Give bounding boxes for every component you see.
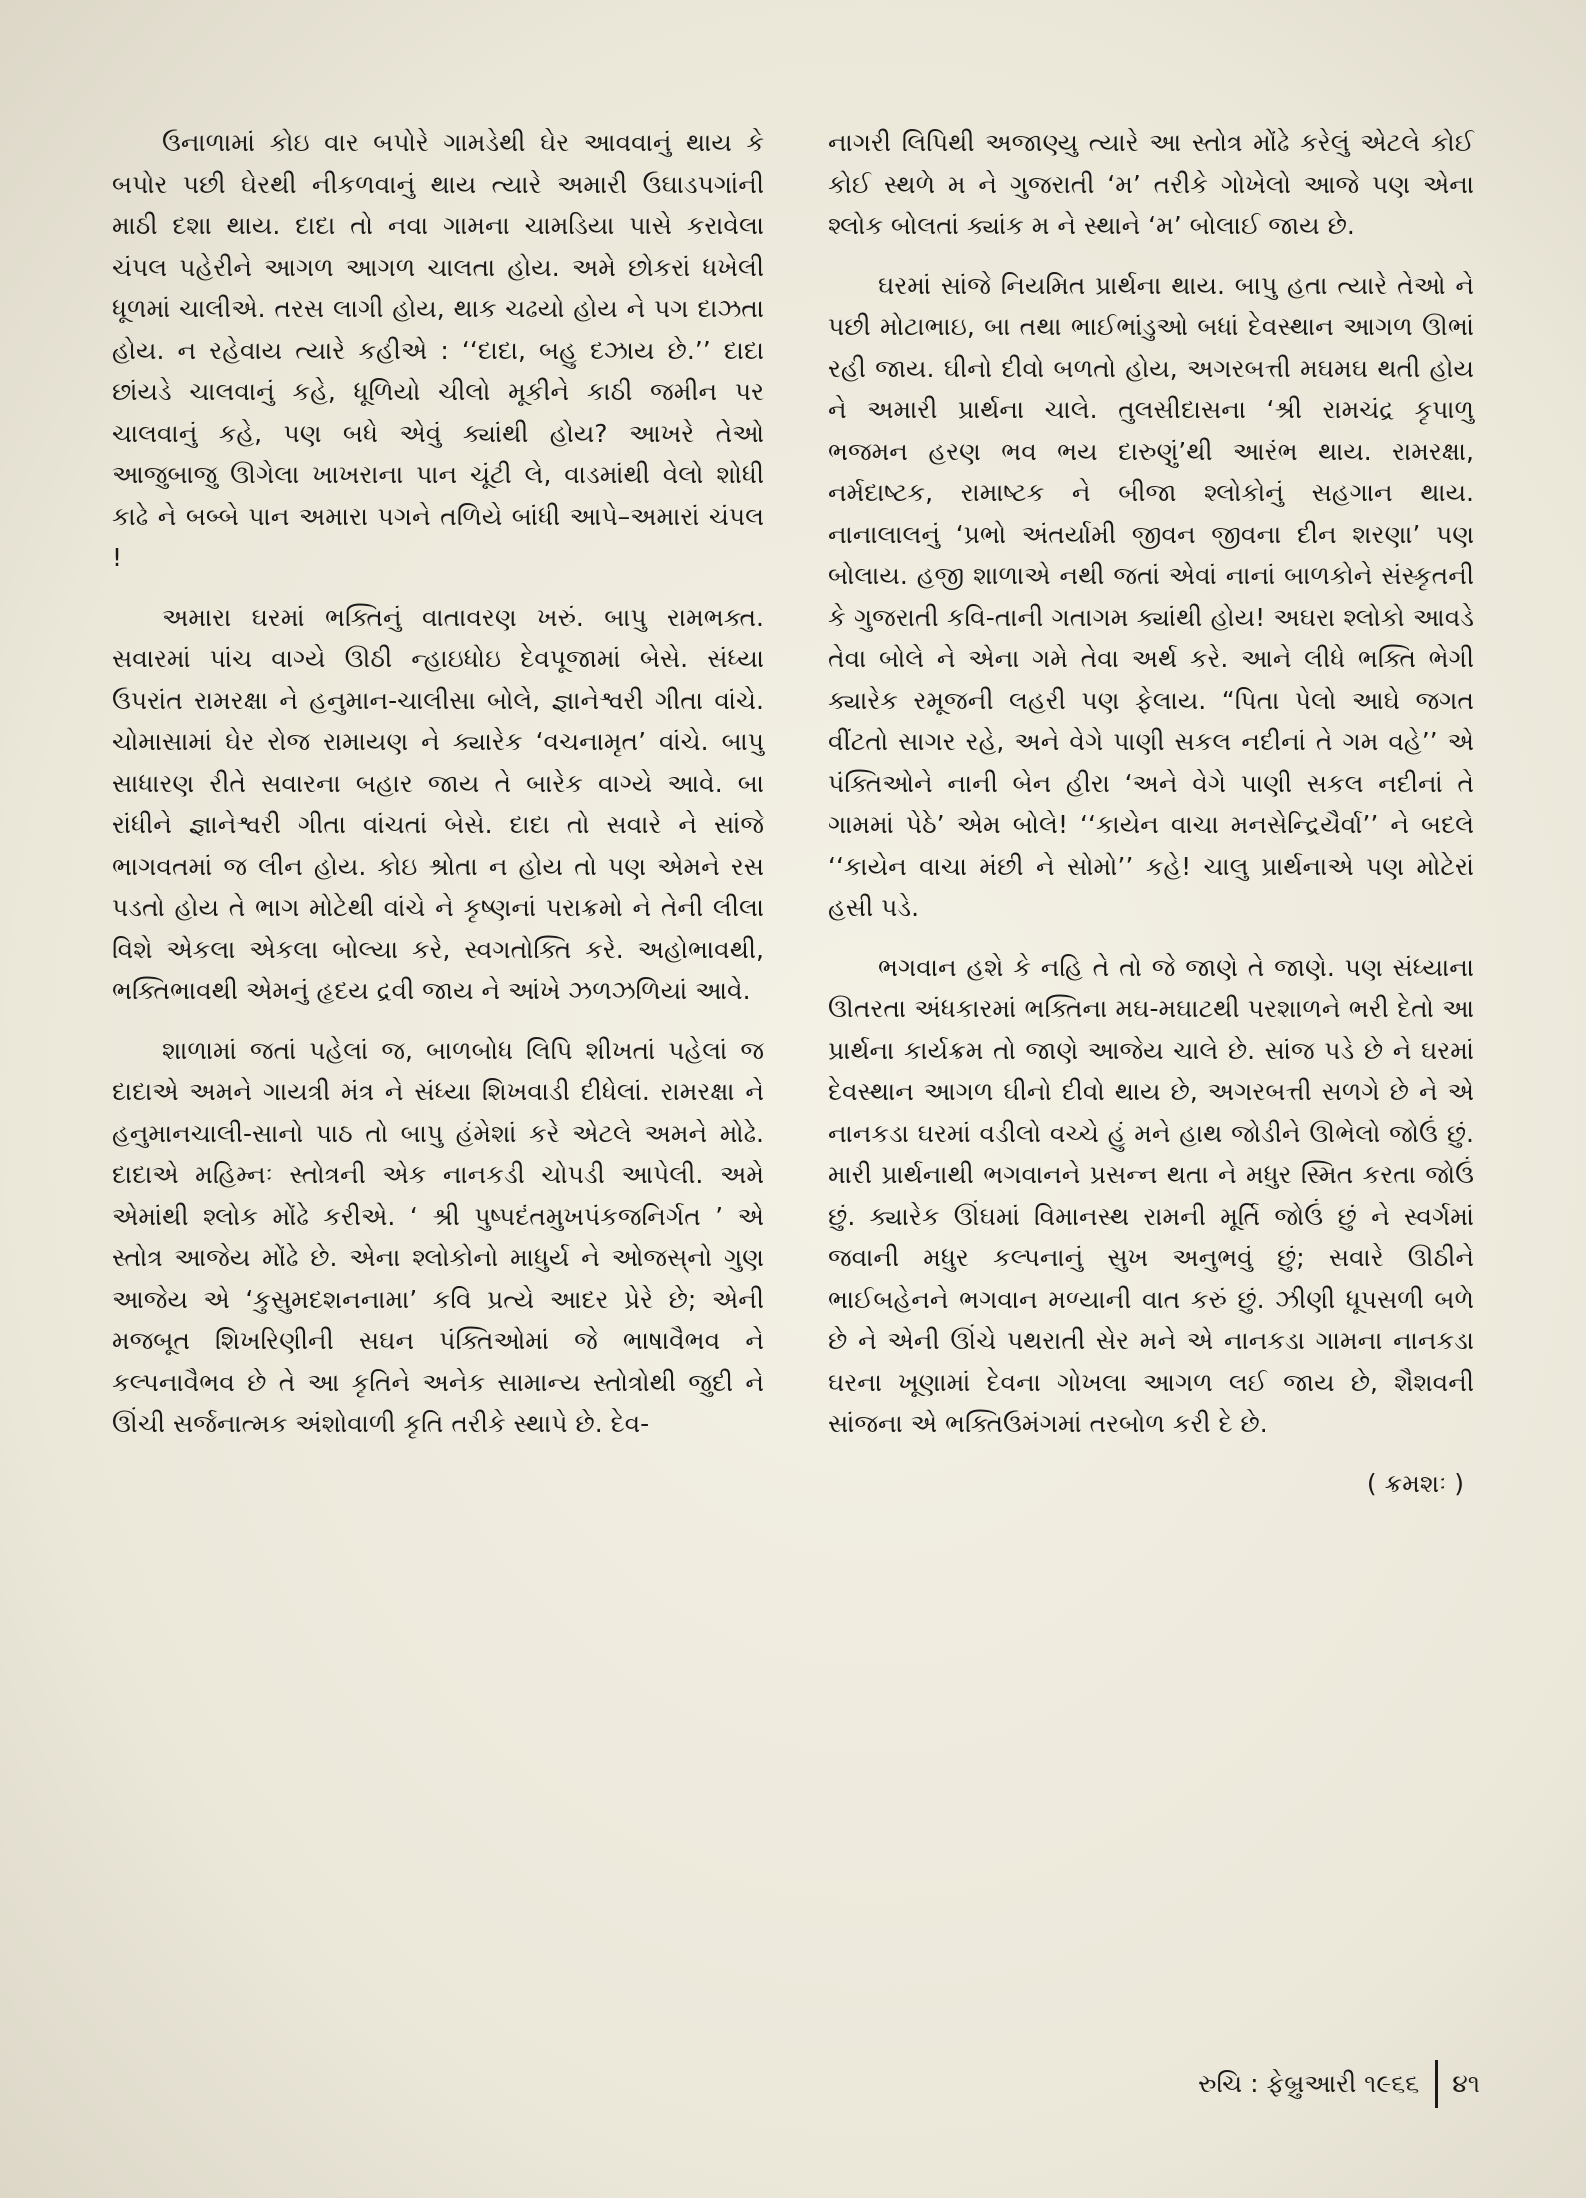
paragraph-god-memory: ભગવાન હશે કે નહિ તે તો જે જાણે તે જાણે. પણ સંધ્યાના ઊતરતા અંધકારમાં ભક્તિના મઘ-મઘાટથી પરશાળને ભરી દેતો આ પ્રાર્થના કાર્યક્રમ તો જાણે આજેય ચાલે છે. સાંજ પડે છે ને ઘરમાં દેવસ્થાન આગળ ઘીનો દીવો થાય છે, અગરબત્તી સળગે છે ને એ નાનકડા ઘરમાં વડીલો વચ્ચે હું મને હાથ જોડીને ઊભેલો જોઉં છું. મારી પ્રાર્થનાથી ભગવાનને પ્રસન્ન થતા ને મધુર સ્મિત કરતા જોઉં છું. ક્યારેક ઊંઘમાં વિમાનસ્થ રામની મૂર્તિ જોઉં છું ને સ્વર્ગમાં જવાની મધુર કલ્પનાનું સુખ અનુભવું છું; સવારે ઊઠીને ભાઈબહેનને ભગવાન મળ્યાની વાત કરું છું. ઝીણી ધૂપસળી બળે છે ને એની ઊંચે પથરાતી સેર મને એ નાનકડા ગામના નાનકડા ઘરના ખૂણામાં દેવના ગોખલા આગળ લઈ જાય છે, શૈશવની સાંજના એ ભક્તિઉમંગમાં તરબોળ કરી દે છે. [828,952,1474,1438]
paragraph-evening-prayer: ઘરમાં સાંજે નિયમિત પ્રાર્થના થાય. બાપુ હતા ત્યારે તેઓ ને પછી મોટાભાઇ, બા તથા ભાઈભાંડુઓ બધાં દેવસ્થાન આગળ ઊભાં રહી જાય. ઘીનો દીવો બળતો હોય, અગરબત્તી મઘમઘ થતી હોય ને અમારી પ્રાર્થના ચાલે. તુલસીદાસના ‘શ્રી રામચંદ્ર કૃપાળુ ભજમન હરણ ભવ ભય દારુણું’થી આરંભ થાય. રામરક્ષા, નર્મદાષ્ટક, રામાષ્ટક ને બીજા શ્લોકોનું સહગાન થાય. નાનાલાલનું ‘પ્રભો અંતર્યામી જીવન જીવના દીન શરણા’ પણ બોલાય. હજી શાળાએ નથી જતાં એવાં નાનાં બાળકોને સંસ્કૃતની કે ગુજરાતી કવિ-તાની ગતાગમ ક્યાંથી હોય! અઘરા શ્લોકો આવડે તેવા બોલે ને એના ગમે તેવા અર્થ કરે. આને લીધે ભક્તિ ભેગી ક્યારેક રમૂજની લહરી પણ ફેલાય. “પિતા પેલો આઘે જગત વીંટતો સાગર રહે, અને વેગે પાણી સકલ નદીનાં તે ગમ વહે’’ એ પંક્તિઓને નાની બેન હીરા ‘અને વેગે પાણી સકલ નદીનાં તે ગામમાં પેઠે’ એમ બોલે! ‘‘કાયેન વાચા મનસેન્દ્રિયૈર્વા’’ ને બદલે ‘‘કાયેન વાચા મંછી ને સોમો’’ કહે! ચાલુ પ્રાર્થનાએ પણ મોટેરાં હસી પડે. [828,270,1474,922]
paragraph-devotional-home: અમારા ઘરમાં ભક્તિનું વાતાવરણ ખરું. બાપુ રામભક્ત. સવારમાં પાંચ વાગ્યે ઊઠી ન્હાઇધોઇ દેવપૂજામાં બેસે. સંધ્યા ઉપરાંત રામરક્ષા ને હનુમાન-ચાલીસા બોલે, જ્ઞાનેશ્વરી ગીતા વાંચે. ચોમાસામાં ઘેર રોજ રામાયણ ને ક્યારેક ‘વચનામૃત’ વાંચે. બાપુ સાધારણ રીતે સવારના બહાર જાય તે બારેક વાગ્યે આવે. બા રાંધીને જ્ઞાનેશ્વરી ગીતા વાંચતાં બેસે. દાદા તો સવારે ને સાંજે ભાગવતમાં જ લીન હોય. કોઇ શ્રોતા ન હોય તો પણ એમને રસ પડતો હોય તે ભાગ મોટેથી વાંચે ને કૃષ્ણનાં પરાક્રમો ને તેની લીલા વિશે એકલા એકલા બોલ્યા કરે, સ્વગતોક્તિ કરે. અહોભાવથી, ભક્તિભાવથી એમનું હૃદય દ્રવી જાય ને આંખે ઝળઝળિયાં આવે. [112,602,764,1005]
page-footer [1198,2060,1480,2108]
page-number: ૪૧ [1452,2069,1480,2098]
footer-divider [1435,2060,1438,2108]
left-column [112,122,764,1463]
publication-info: રુચિ : ફેબ્રુઆરી ૧૯૬૬ [1198,2069,1420,2098]
paragraph-school-prayers: શાળામાં જતાં પહેલાં જ, બાળબોધ લિપિ શીખતાં પહેલાં જ દાદાએ અમને ગાયત્રી મંત્ર ને સંધ્યા શિખવાડી દીધેલાં. રામરક્ષા ને હનુમાનચાલી-સાનો પાઠ તો બાપુ હંમેશાં કરે એટલે અમને મોઢે. દાદાએ મહિમ્નઃ સ્તોત્રની એક નાનકડી ચોપડી આપેલી. અમે એમાંથી શ્લોક મોંઢે કરીએ. ‘ શ્રી પુષ્પદંતમુખપંકજનિર્ગત ’ એ સ્તોત્ર આજેય મોંઢે છે. એના શ્લોકોનો માધુર્ય ને ઓજસ્‌નો ગુણ આજેય એ ‘કુસુમદશનનામા’ કવિ પ્રત્યે આદર પ્રેરે છે; એની મજબૂત શિખરિણીની સઘન પંક્તિઓમાં જે ભાષાવૈભવ ને કલ્પનાવૈભવ છે તે આ કૃતિને અનેક સામાન્ય સ્તોત્રોથી જુદી ને ઊંચી સર્જનાત્મક અંશોવાળી કૃતિ તરીકે સ્થાપે છે. દેવ- [112,1035,764,1438]
paragraph-nagari-script: નાગરી લિપિથી અજાણ્યુ ત્યારે આ સ્તોત્ર મોંઢે કરેલું એટલે કોઈ કોઈ સ્થળે મ ને ગુજરાતી ‘મ’ તરીકે ગોખેલો આજે પણ એના શ્લોક બોલતાં ક્યાંક મ ને સ્થાને ‘મ’ બોલાઈ જાય છે. [828,128,1474,240]
paragraph-summer-walks: ઉનાળામાં કોઇ વાર બપોરે ગામડેથી ઘેર આવવાનું થાય કે બપોર પછી ઘેરથી નીકળવાનું થાય ત્યારે અમારી ઉઘાડપગાંની માઠી દશા થાય. દાદા તો નવા ગામના ચામડિયા પાસે કરાવેલા ચંપલ પહેરીને આગળ આગળ ચાલતા હોય. અમે છોકરાં ધખેલી ધૂળમાં ચાલીએ. તરસ લાગી હોય, થાક ચઢયો હોય ને પગ દાઝતા હોય. ન રહેવાય ત્યારે કહીએ : ‘‘દાદા, બહુ દઝાય છે.’’ દાદા છાંયડે ચાલવાનું કહે, ધૂળિયો ચીલો મૂકીને કાઠી જમીન પર ચાલવાનું કહે, પણ બધે એવું ક્યાંથી હોય? આખરે તેઓ આજુબાજુ ઊગેલા ખાખરાના પાન ચૂંટી લે, વાડમાંથી વેલો શોધી કાઢે ને બબ્બે પાન અમારા પગને તળિયે બાંધી આપે–અમારાં ચંપલ ! [112,128,764,572]
right-column [828,122,1474,1504]
continued-marker: ( ક્રમશઃ ) [1366,1468,1464,1498]
